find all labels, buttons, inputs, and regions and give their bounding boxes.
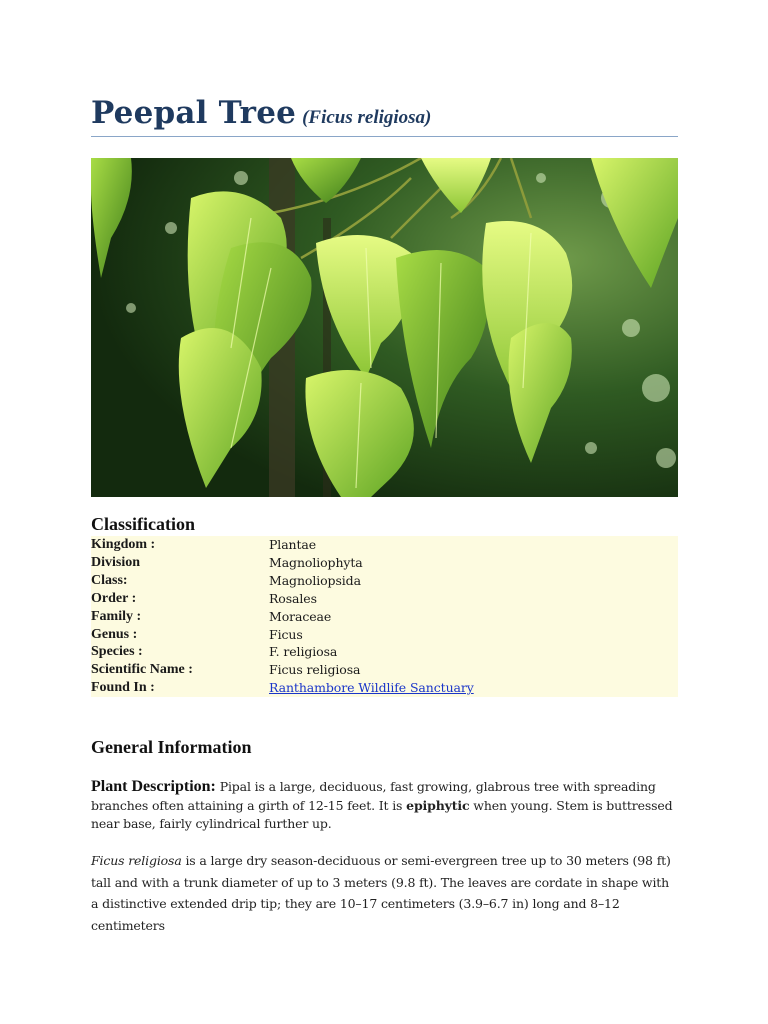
row-key: Species : — [91, 644, 143, 660]
table-row — [91, 679, 678, 697]
row-key: Division — [91, 554, 141, 570]
row-key: Found In : — [91, 680, 155, 696]
paragraph-text: when young. Stem is buttressed near base, fairly cylindrical further up. — [91, 797, 673, 831]
row-key: Class: — [91, 572, 128, 588]
epiphytic-term: epiphytic — [406, 797, 470, 813]
row-value: Magnoliophyta — [269, 554, 363, 570]
classification-heading: Classification — [91, 514, 196, 534]
peepal-leaves-photo — [91, 158, 678, 497]
row-key: Family : — [91, 608, 142, 624]
row-key: Genus : — [91, 626, 138, 642]
row-value: Moraceae — [269, 608, 332, 624]
row-value: Plantae — [269, 537, 317, 552]
row-key: Kingdom : — [91, 537, 156, 552]
plant-description-label: Plant Description: — [91, 778, 216, 795]
table-row — [91, 554, 678, 572]
row-key: Order : — [91, 590, 137, 606]
page-title — [91, 92, 678, 137]
paragraph-text: Pipal is a large, deciduous, fast growing, glabrous tree with spreading branches often attaining a girth of 12-15 feet. It is — [91, 779, 656, 813]
scientific-name-italic: Ficus religiosa — [91, 853, 182, 868]
paragraph-text: is a large dry season-deciduous or semi-evergreen tree up to 30 meters (98 ft) tall and with a trunk diameter of up to 3 meters (9.8 ft). The leaves are cordate in shape with a distinctive extended drip tip; they are 10–17 centimeters (3.9–6.7 in) long and 8–12 centimeters — [91, 853, 671, 933]
table-row — [91, 661, 678, 679]
title-scientific-name: (Ficus religiosa) — [302, 107, 432, 128]
table-row — [91, 572, 678, 590]
row-value: Ficus — [269, 626, 303, 642]
title-common-name: Peepal Tree — [91, 95, 297, 131]
classification-table — [91, 536, 678, 697]
row-value: Magnoliopsida — [269, 572, 361, 588]
table-row — [91, 590, 678, 608]
row-key: Scientific Name : — [91, 662, 193, 678]
row-value: Ficus religiosa — [269, 662, 361, 678]
table-row — [91, 608, 678, 626]
found-in-link[interactable]: Ranthambore Wildlife Sanctuary — [269, 680, 474, 696]
table-row — [91, 536, 678, 554]
table-row — [91, 626, 678, 644]
plant-description-paragraph — [91, 778, 678, 834]
row-value: Rosales — [269, 590, 317, 606]
general-information-heading: General Information — [91, 737, 252, 757]
row-value: F. religiosa — [269, 644, 338, 660]
table-row — [91, 643, 678, 661]
description-paragraph — [91, 850, 678, 936]
